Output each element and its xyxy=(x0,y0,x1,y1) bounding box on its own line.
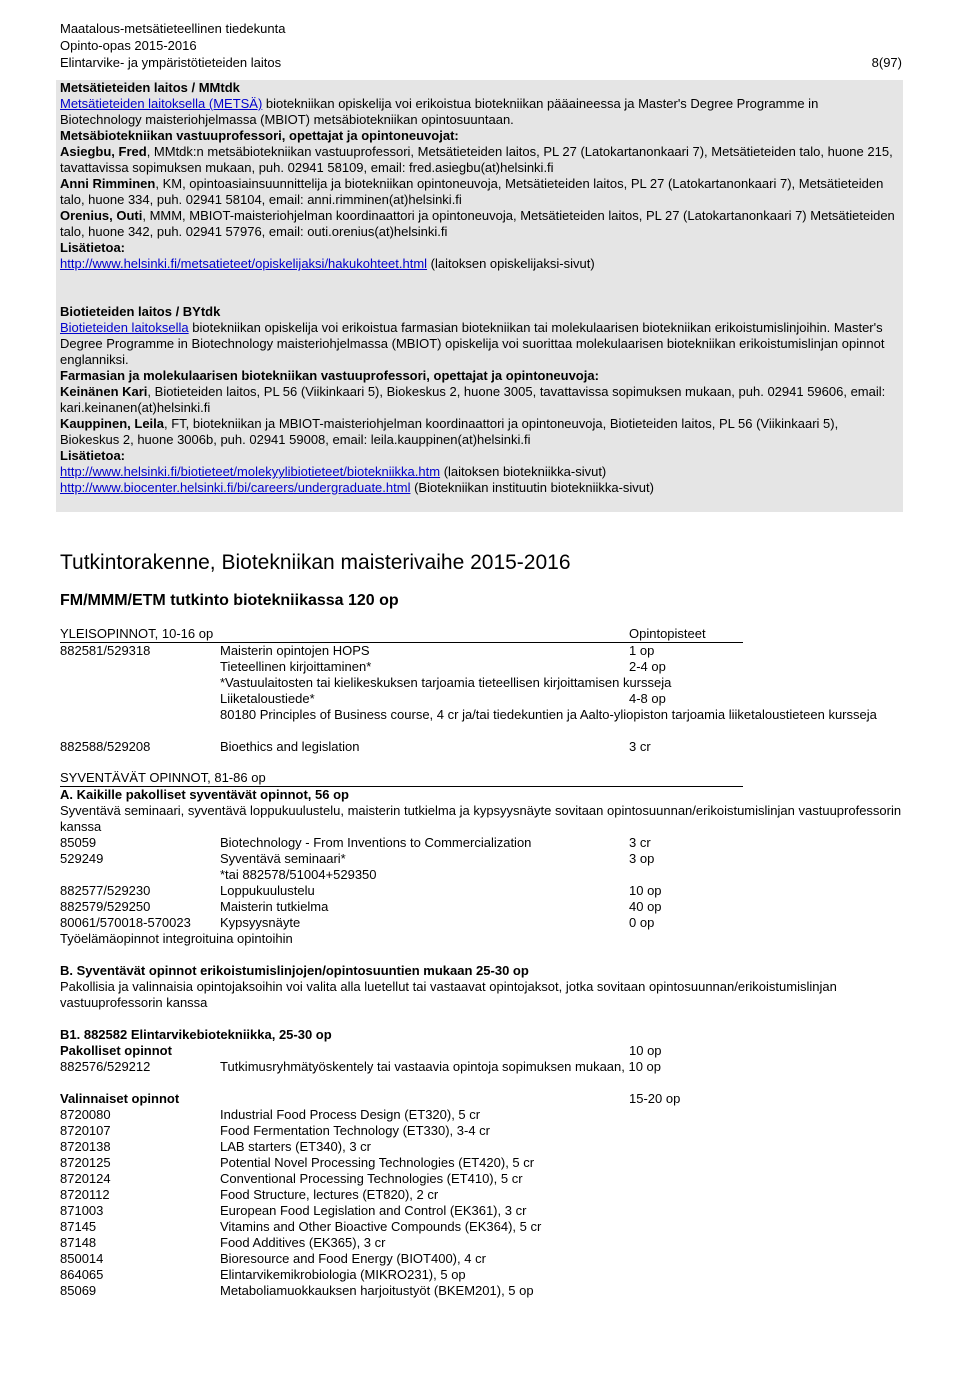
course-code: 8720080 xyxy=(60,1107,111,1122)
course-name: Bioresource and Food Energy (BIOT400), 4 cr xyxy=(220,1251,486,1266)
course-name: Liiketaloustiede* xyxy=(220,691,315,706)
course-code: 8720124 xyxy=(60,1171,111,1186)
staff-rimminen xyxy=(60,176,898,208)
bio-url1-line xyxy=(60,464,898,480)
course-name: Elintarvikemikrobiologia (MIKRO231), 5 op xyxy=(220,1267,466,1282)
pakolliset-header xyxy=(60,1043,900,1059)
course-row xyxy=(60,1187,900,1203)
course-code: 850014 xyxy=(60,1251,104,1266)
course-row xyxy=(60,659,900,675)
course-name: LAB starters (ET340), 3 cr xyxy=(220,1139,371,1154)
course-credits: 3 op xyxy=(629,851,655,866)
course-row xyxy=(60,1107,900,1123)
bio-url1-note: (laitoksen biotekniikka-sivut) xyxy=(440,464,607,479)
course-code: 882581/529318 xyxy=(60,643,151,658)
course-row xyxy=(60,675,900,691)
bio-url2-note: (Biotekniikan instituutin biotekniikka-sivut) xyxy=(410,480,654,495)
course-row xyxy=(60,691,900,707)
metsa-intro-text: biotekniikan opiskelija voi erikoistua biotekniikan pääaineessa ja Master's Degree Programme in Biotechnology maisteriohjelmassa (MBIOT) metsäbiotekniikan opintosuuntaan. xyxy=(60,96,819,127)
course-code: 864065 xyxy=(60,1267,104,1282)
page-subtitle: FM/MMM/ETM tutkinto biotekniikassa 120 op xyxy=(60,592,399,609)
page-number: 8(97) xyxy=(871,55,902,70)
course-name: Conventional Processing Technologies (ET410), 5 cr xyxy=(220,1171,523,1186)
b-heading: B. Syventävät opinnot erikoistumislinjojen/opintosuuntien mukaan 25-30 op xyxy=(60,963,529,978)
bio-url1-link[interactable]: http://www.helsinki.fi/biotieteet/molekyylibiotieteet/biotekniikka.htm xyxy=(60,464,441,479)
staff-keinanen xyxy=(60,384,898,416)
course-name: Food Structure, lectures (ET820), 2 cr xyxy=(220,1187,439,1202)
course-name: Tutkimusryhmätyöskentely tai vastaavia opintoja sopimuksen mukaan, 10 op xyxy=(220,1059,662,1074)
course-row xyxy=(60,835,900,851)
metsa-url-link[interactable]: http://www.helsinki.fi/metsatieteet/opiskelijaksi/hakukohteet.html xyxy=(60,256,428,271)
course-code: 8720138 xyxy=(60,1139,111,1154)
bio-url2-line xyxy=(60,480,898,496)
course-name: Metaboliamuokkauksen harjoitustyöt (BKEM201), 5 op xyxy=(220,1283,534,1298)
course-credits: 0 op xyxy=(629,915,655,930)
course-code: 871003 xyxy=(60,1203,104,1218)
work-life-note: Työelämäopinnot integroituina opintoihin xyxy=(60,931,293,946)
course-note: *tai 882578/51004+529350 xyxy=(220,867,377,882)
course-row xyxy=(60,1219,900,1235)
course-row xyxy=(60,1267,900,1283)
staff-name: Kauppinen, Leila xyxy=(60,416,165,431)
valinnaiset-label: Valinnaiset opinnot xyxy=(60,1091,180,1106)
course-row xyxy=(60,1283,900,1299)
yleisopinnot-heading xyxy=(60,626,743,643)
staff-name: Anni Rimminen xyxy=(60,176,156,191)
course-name: Biotechnology - From Inventions to Commercialization xyxy=(220,835,532,850)
bio-intro xyxy=(60,320,898,368)
course-code: 85059 xyxy=(60,835,97,850)
course-name: Food Fermentation Technology (ET330), 3-4 cr xyxy=(220,1123,491,1138)
header-faculty: Maatalous-metsätieteellinen tiedekunta xyxy=(60,21,286,36)
course-name: Bioethics and legislation xyxy=(220,739,360,754)
valinnaiset-header xyxy=(60,1091,900,1107)
a-footer xyxy=(60,931,900,947)
staff-asiegbu xyxy=(60,144,898,176)
staff-orenius xyxy=(60,208,898,240)
course-name: Tieteellinen kirjoittaminen* xyxy=(220,659,372,674)
staff-details: , KM, opintoasiainsuunnittelija ja biotekniikan opintoneuvoja, Metsätieteiden laitos, PL 27 (Latokartanonkaari 7), Metsätieteiden talo, huone 334, puh. 02941 58104, email: anni.rimminen(at)helsinki.fi xyxy=(60,176,884,207)
course-credits: 4-8 op xyxy=(629,691,666,706)
course-note: *Vastuulaitosten tai kielikeskuksen tarjoamia tieteellisen kirjoittamisen kursseja xyxy=(220,675,672,690)
staff-details: , MMtdk:n metsäbiotekniikan vastuuprofessori, Metsätieteiden laitos, PL 27 (Latokartanonkaari 7), Metsätieteiden talo, huone 215, tavattavissa sopimuksen mukaan, puh. 02941 58109, email: fred.asiegbu(at)helsinki.fi xyxy=(60,144,893,175)
staff-kauppinen xyxy=(60,416,898,448)
page-title: Tutkintorakenne, Biotekniikan maisterivaihe 2015-2016 xyxy=(60,551,571,574)
b-description: Pakollisia ja valinnaisia opintojaksoihin voi valita alla luetellut tai vastaavat opintojaksot, jotka sovitaan opintosuunnan/erikoistumislinjan vastuuprofessorin kanssa xyxy=(60,979,837,1010)
staff-details: , Biotieteiden laitos, PL 56 (Viikinkaari 5), Biokeskus 2, huone 3005, tavattavissa sopimuksen mukaan, puh. 02941 59606, email: kari.keinanen(at)helsinki.fi xyxy=(60,384,886,415)
metsa-department-link[interactable]: Metsätieteiden laitoksella (METSÄ) xyxy=(60,96,263,111)
course-row xyxy=(60,1171,900,1187)
course-code: 80061/570018-570023 xyxy=(60,915,191,930)
a-description: Syventävä seminaari, syventävä loppukuulustelu, maisterin tutkielma ja kypsyysnäyte sovitaan opintosuunnan/erikoistumislinjan vastuuprofessorin kanssa xyxy=(60,803,902,834)
pakolliset-credits: 10 op xyxy=(629,1043,662,1058)
course-row xyxy=(60,883,900,899)
header-guide: Opinto-opas 2015-2016 xyxy=(60,38,197,53)
course-code: 882576/529212 xyxy=(60,1059,151,1074)
lisatietoa-label: Lisätietoa: xyxy=(60,448,126,463)
metsa-intro xyxy=(60,96,898,128)
course-name: Vitamins and Other Bioactive Compounds (EK364), 5 cr xyxy=(220,1219,542,1234)
course-credits: 1 op xyxy=(629,643,655,658)
header-department: Elintarvike- ja ympäristötieteiden laitos xyxy=(60,55,282,70)
course-name: Syventävä seminaari* xyxy=(220,851,346,866)
course-row xyxy=(60,1203,900,1219)
syventavat-heading xyxy=(60,770,743,787)
course-code: 882588/529208 xyxy=(60,739,151,754)
metsa-url-line xyxy=(60,256,898,272)
course-row xyxy=(60,851,900,867)
course-name: Kypsyysnäyte xyxy=(220,915,301,930)
course-row xyxy=(60,1251,900,1267)
course-credits: 2-4 op xyxy=(629,659,666,674)
credits-column-header: Opintopisteet xyxy=(629,626,706,641)
course-code: 87145 xyxy=(60,1219,97,1234)
section-label: SYVENTÄVÄT OPINNOT, 81-86 op xyxy=(60,770,266,785)
course-name: Industrial Food Process Design (ET320), 5 cr xyxy=(220,1107,481,1122)
staff-name: Keinänen Kari xyxy=(60,384,148,399)
course-code: 8720125 xyxy=(60,1155,111,1170)
staff-details: , FT, biotekniikan ja MBIOT-maisteriohjelman koordinaattori ja opintoneuvoja, Biotieteiden laitos, PL 56 (Viikinkaari 5), Biokeskus 2, huone 3006b, puh. 02941 59008, email: leila.kauppinen(at)helsinki.fi xyxy=(60,416,839,447)
course-row xyxy=(60,867,900,883)
valinnaiset-credits: 15-20 op xyxy=(629,1091,681,1106)
course-code: 882577/529230 xyxy=(60,883,151,898)
page-header xyxy=(60,20,902,71)
pakolliset-label: Pakolliset opinnot xyxy=(60,1043,172,1058)
a-heading: A. Kaikille pakolliset syventävät opinnot, 56 op xyxy=(60,787,349,802)
course-credits: 3 cr xyxy=(629,835,651,850)
metsa-staff-heading: Metsäbiotekniikan vastuuprofessori, opettajat ja opintoneuvojat: xyxy=(60,128,459,143)
course-credits: 3 cr xyxy=(629,739,651,754)
course-code: 8720112 xyxy=(60,1187,110,1202)
department-info-box xyxy=(56,80,903,512)
course-name: European Food Legislation and Control (EK361), 3 cr xyxy=(220,1203,527,1218)
bio-department-link[interactable]: Biotieteiden laitoksella xyxy=(60,320,189,335)
metsa-url-note: (laitoksen opiskelijaksi-sivut) xyxy=(427,256,595,271)
course-name: Loppukuulustelu xyxy=(220,883,315,898)
course-code: 529249 xyxy=(60,851,104,866)
course-code: 87148 xyxy=(60,1235,97,1250)
business-course-note: 80180 Principles of Business course, 4 cr ja/tai tiedekuntien ja Aalto-yliopiston tarjoamia liiketaloustieteen kursseja xyxy=(220,707,877,722)
course-code: 882579/529250 xyxy=(60,899,151,914)
course-credits: 40 op xyxy=(629,899,662,914)
course-row xyxy=(60,915,900,931)
staff-details: , MMM, MBIOT-maisteriohjelman koordinaattori ja opintoneuvoja, Metsätieteiden laitos, PL 27 (Latokartanonkaari 7) Metsätieteiden talo, huone 342, puh. 02941 57976, email: outi.orenius(at)helsinki.fi xyxy=(60,208,895,239)
course-name: Maisterin tutkielma xyxy=(220,899,329,914)
course-row xyxy=(60,899,900,915)
staff-name: Asiegbu, Fred xyxy=(60,144,147,159)
bio-staff-heading: Farmasian ja molekulaarisen biotekniikan vastuuprofessori, opettajat ja opintoneuvoja: xyxy=(60,368,599,383)
course-name: Food Additives (EK365), 3 cr xyxy=(220,1235,386,1250)
course-name: Maisterin opintojen HOPS xyxy=(220,643,370,658)
course-row xyxy=(60,1235,900,1251)
course-row xyxy=(60,1123,900,1139)
course-row xyxy=(60,739,900,755)
course-code: 8720107 xyxy=(60,1123,111,1138)
course-credits: 10 op xyxy=(629,883,662,898)
bio-url2-link[interactable]: http://www.biocenter.helsinki.fi/bi/careers/undergraduate.html xyxy=(60,480,411,495)
course-row xyxy=(60,643,900,659)
section-label: YLEISOPINNOT, 10-16 op xyxy=(60,626,214,641)
course-row xyxy=(60,1059,900,1075)
b1-heading: B1. 882582 Elintarvikebiotekniikka, 25-30 op xyxy=(60,1027,332,1042)
course-row xyxy=(60,1139,900,1155)
bio-intro-text: biotekniikan opiskelija voi erikoistua farmasian biotekniikan tai molekulaarisen biotekniikan erikoistumislinjoihin. Master's Degree Programme in Biotechnology maisteriohjelmassa (MBIOT) opiskelija voi suorittaa molekulaarisen biotekniikan erikoistumislinjan opinnot englanniksi. xyxy=(60,320,885,367)
staff-name: Orenius, Outi xyxy=(60,208,143,223)
course-row xyxy=(60,1155,900,1171)
bio-heading: Biotieteiden laitos / BYtdk xyxy=(60,304,221,319)
course-name: Potential Novel Processing Technologies (ET420), 5 cr xyxy=(220,1155,535,1170)
metsa-heading: Metsätieteiden laitos / MMtdk xyxy=(60,80,240,95)
course-code: 85069 xyxy=(60,1283,97,1298)
lisatietoa-label: Lisätietoa: xyxy=(60,240,126,255)
